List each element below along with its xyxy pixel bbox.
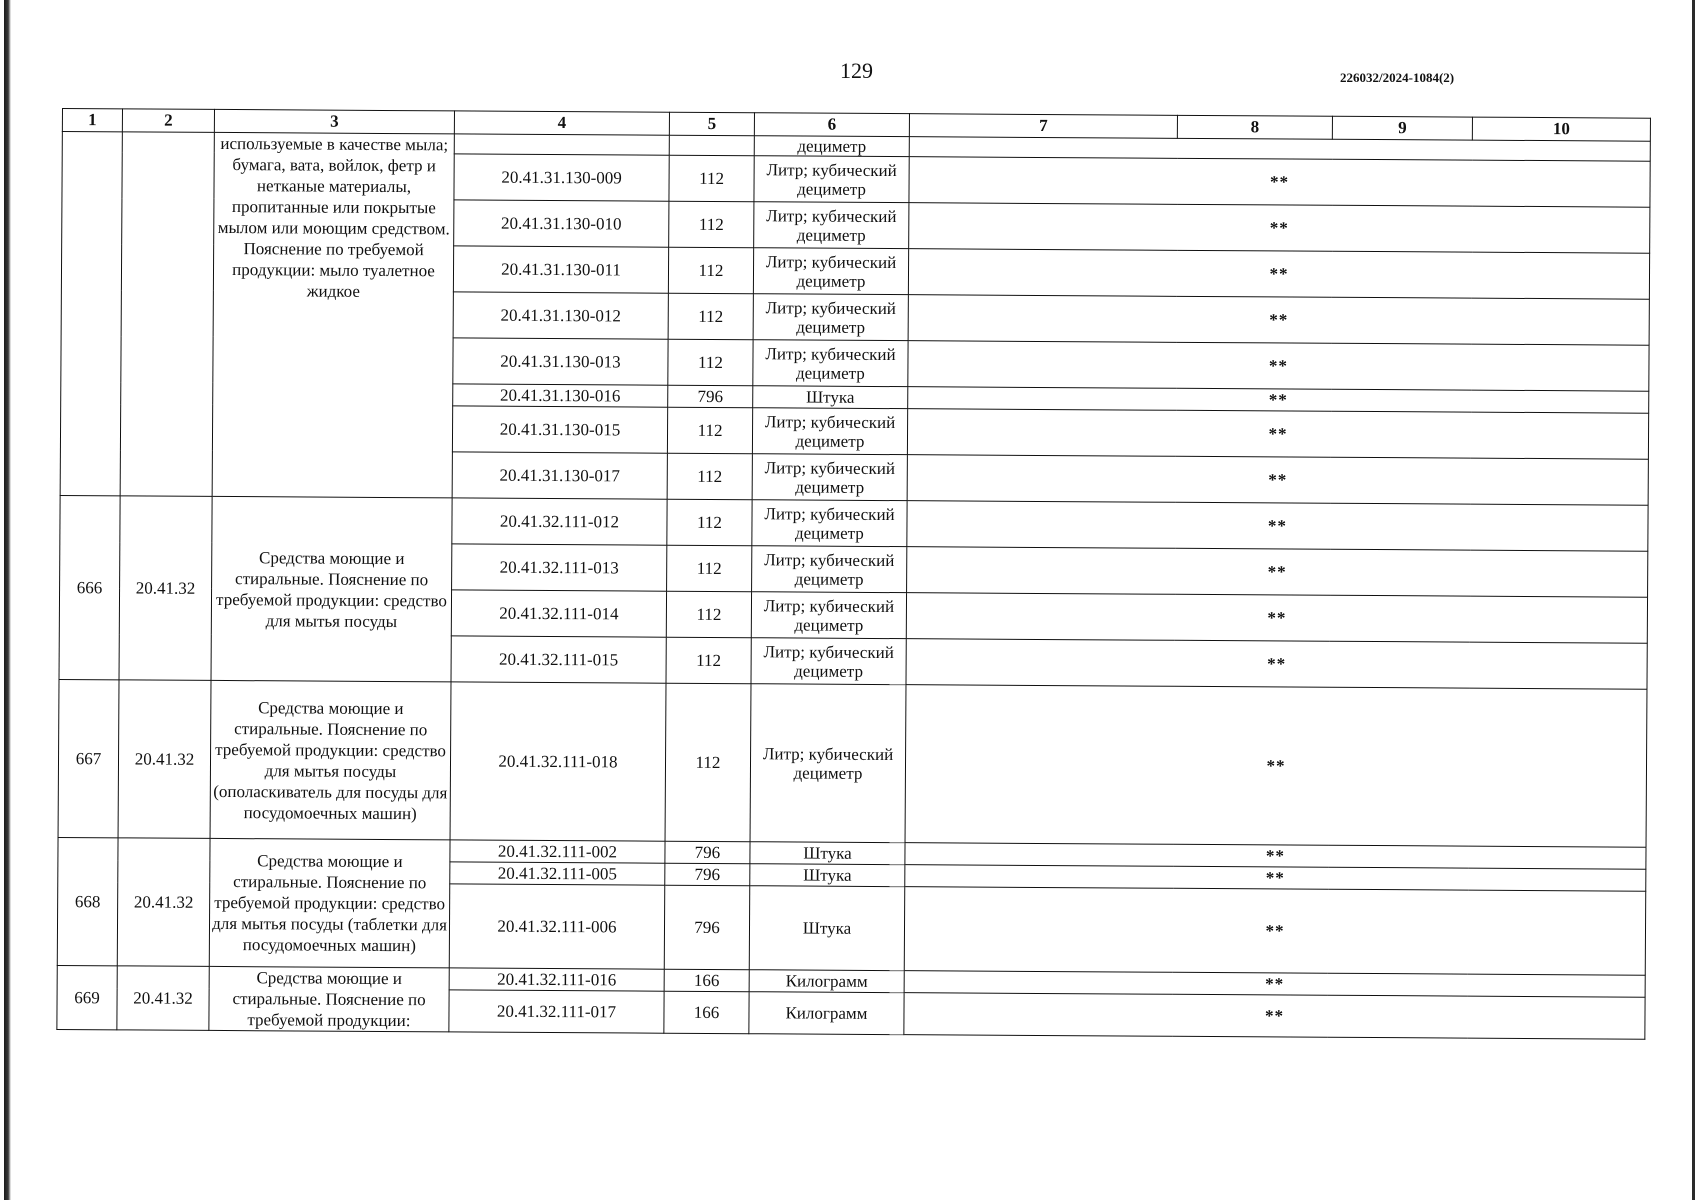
column-header: 6	[754, 113, 909, 137]
okei-cell: 796	[665, 863, 750, 886]
mark-cell: **	[904, 993, 1645, 1040]
unit-cell: Штука	[749, 886, 905, 971]
description-cell: используемые в качестве мыла; бумага, вата, войлок, фетр и нетканые материалы, пропитанные или покрытые мылом или моющим средством. Пояснение по требуемой продукции: мыло туалетное жидкое	[212, 132, 454, 497]
okei-cell: 112	[666, 591, 751, 638]
unit-cell: Литр; кубический дециметр	[750, 684, 906, 843]
row-number-cell: 667	[58, 679, 119, 837]
okei-cell: 796	[665, 841, 750, 864]
okpd-cell	[120, 132, 214, 497]
unit-cell: Литр; кубический дециметр	[752, 408, 907, 455]
unit-cell: Литр; кубический дециметр	[754, 156, 909, 203]
register-sheet	[56, 108, 1651, 1040]
code-cell: 20.41.32.111-013	[452, 544, 667, 591]
okei-cell: 112	[669, 155, 754, 202]
column-header: 1	[62, 109, 122, 132]
description-cell: Средства моющие и стиральные. Пояснение по требуемой продукции:	[209, 966, 449, 1031]
okei-cell: 112	[667, 407, 752, 454]
mark-cell: **	[908, 295, 1649, 346]
row-number-cell: 668	[57, 837, 118, 965]
unit-cell: Штука	[753, 386, 908, 409]
unit-cell: Литр; кубический дециметр	[751, 638, 906, 685]
unit-cell: Штука	[750, 842, 905, 865]
code-cell: 20.41.31.130-012	[453, 292, 668, 339]
okei-cell: 166	[664, 991, 749, 1034]
okei-cell: 112	[668, 339, 753, 386]
code-cell: 20.41.32.111-002	[450, 840, 665, 863]
code-cell: 20.41.32.111-014	[451, 590, 666, 637]
code-cell: 20.41.31.130-010	[454, 200, 669, 247]
code-cell: 20.41.32.111-015	[451, 636, 666, 683]
row-number-cell: 666	[59, 495, 120, 679]
code-cell: 20.41.32.111-018	[450, 682, 666, 841]
column-header: 8	[1177, 115, 1332, 139]
code-cell: 20.41.31.130-009	[454, 154, 669, 201]
description-cell: Средства моющие и стиральные. Пояснение по требуемой продукции: средство для мытья посуды (таблетки для посудомоечных машин)	[209, 838, 450, 967]
column-header: 7	[909, 114, 1177, 139]
code-cell: 20.41.31.130-011	[453, 246, 668, 293]
row-number-cell: 669	[57, 965, 117, 1029]
column-header: 3	[214, 109, 454, 133]
unit-cell: Литр; кубический дециметр	[754, 202, 909, 249]
mark-cell: **	[908, 341, 1649, 392]
okei-cell: 796	[668, 385, 753, 408]
okei-cell: 112	[667, 545, 752, 592]
column-header: 5	[669, 112, 754, 136]
mark-cell: **	[904, 971, 1645, 998]
unit-cell: Литр; кубический дециметр	[752, 500, 907, 547]
table-row	[60, 495, 1648, 551]
code-cell: 20.41.32.111-017	[449, 990, 664, 1033]
column-header: 10	[1472, 117, 1650, 141]
okpd-cell: 20.41.32	[119, 496, 212, 681]
mark-cell: **	[905, 685, 1647, 848]
okei-cell: 166	[664, 969, 749, 992]
okpd-cell: 20.41.32	[117, 966, 209, 1031]
mark-cell: **	[907, 409, 1648, 460]
mark-cell: **	[907, 501, 1648, 552]
unit-cell: дециметр	[754, 136, 909, 157]
mark-cell: **	[908, 387, 1649, 414]
mark-cell: **	[909, 203, 1650, 254]
okpd-cell: 20.41.32	[118, 680, 211, 839]
row-number-cell	[60, 132, 122, 496]
mark-cell: **	[908, 249, 1649, 300]
okei-cell: 112	[667, 499, 752, 546]
code-cell: 20.41.31.130-015	[452, 406, 667, 453]
code-cell: 20.41.32.111-012	[452, 498, 667, 545]
mark-cell: **	[909, 157, 1650, 208]
okei-cell: 112	[667, 453, 752, 500]
code-cell: 20.41.31.130-013	[453, 338, 668, 385]
unit-cell: Килограмм	[749, 970, 904, 993]
unit-cell: Литр; кубический дециметр	[753, 340, 908, 387]
unit-cell: Штука	[750, 864, 905, 887]
okei-cell: 112	[665, 683, 751, 842]
okpd-cell: 20.41.32	[117, 838, 210, 967]
page-number: 129	[840, 58, 873, 83]
code-cell: 20.41.31.130-016	[453, 384, 668, 407]
code-cell	[454, 134, 669, 155]
okei-cell	[669, 135, 754, 156]
code-cell: 20.41.32.111-016	[449, 968, 664, 991]
mark-cell: **	[905, 843, 1646, 870]
okei-cell: 112	[666, 637, 751, 684]
description-cell: Средства моющие и стиральные. Пояснение по требуемой продукции: средство для мытья посуды	[211, 496, 452, 681]
mark-cell: **	[904, 887, 1645, 976]
column-header: 4	[454, 111, 669, 135]
unit-cell: Литр; кубический дециметр	[753, 248, 908, 295]
okei-cell: 112	[668, 247, 753, 294]
column-header: 2	[122, 109, 214, 133]
okei-cell: 112	[669, 201, 754, 248]
description-cell: Средства моющие и стиральные. Пояснение по требуемой продукции: средство для мытья посуды (ополаскиватель для посуды для посудомоечных машин)	[210, 680, 451, 839]
code-cell: 20.41.32.111-005	[450, 862, 665, 885]
okei-cell: 796	[664, 885, 750, 970]
mark-cell: **	[905, 865, 1646, 892]
unit-cell: Килограмм	[749, 992, 904, 1035]
products-table	[56, 108, 1651, 1040]
okei-cell: 112	[668, 293, 753, 340]
mark-cell: **	[907, 547, 1648, 598]
mark-cell: **	[907, 455, 1648, 506]
unit-cell: Литр; кубический дециметр	[752, 546, 907, 593]
scan-edge-left	[4, 0, 11, 1200]
document-id: 226032/2024-1084(2)	[1340, 70, 1455, 85]
code-cell: 20.41.31.130-017	[452, 452, 667, 499]
unit-cell: Литр; кубический дециметр	[752, 454, 907, 501]
mark-cell: **	[906, 639, 1647, 690]
table-row	[58, 679, 1647, 847]
mark-cell: **	[906, 593, 1647, 644]
unit-cell: Литр; кубический дециметр	[751, 592, 906, 639]
column-header: 9	[1332, 116, 1472, 140]
code-cell: 20.41.32.111-006	[449, 884, 665, 969]
unit-cell: Литр; кубический дециметр	[753, 294, 908, 341]
